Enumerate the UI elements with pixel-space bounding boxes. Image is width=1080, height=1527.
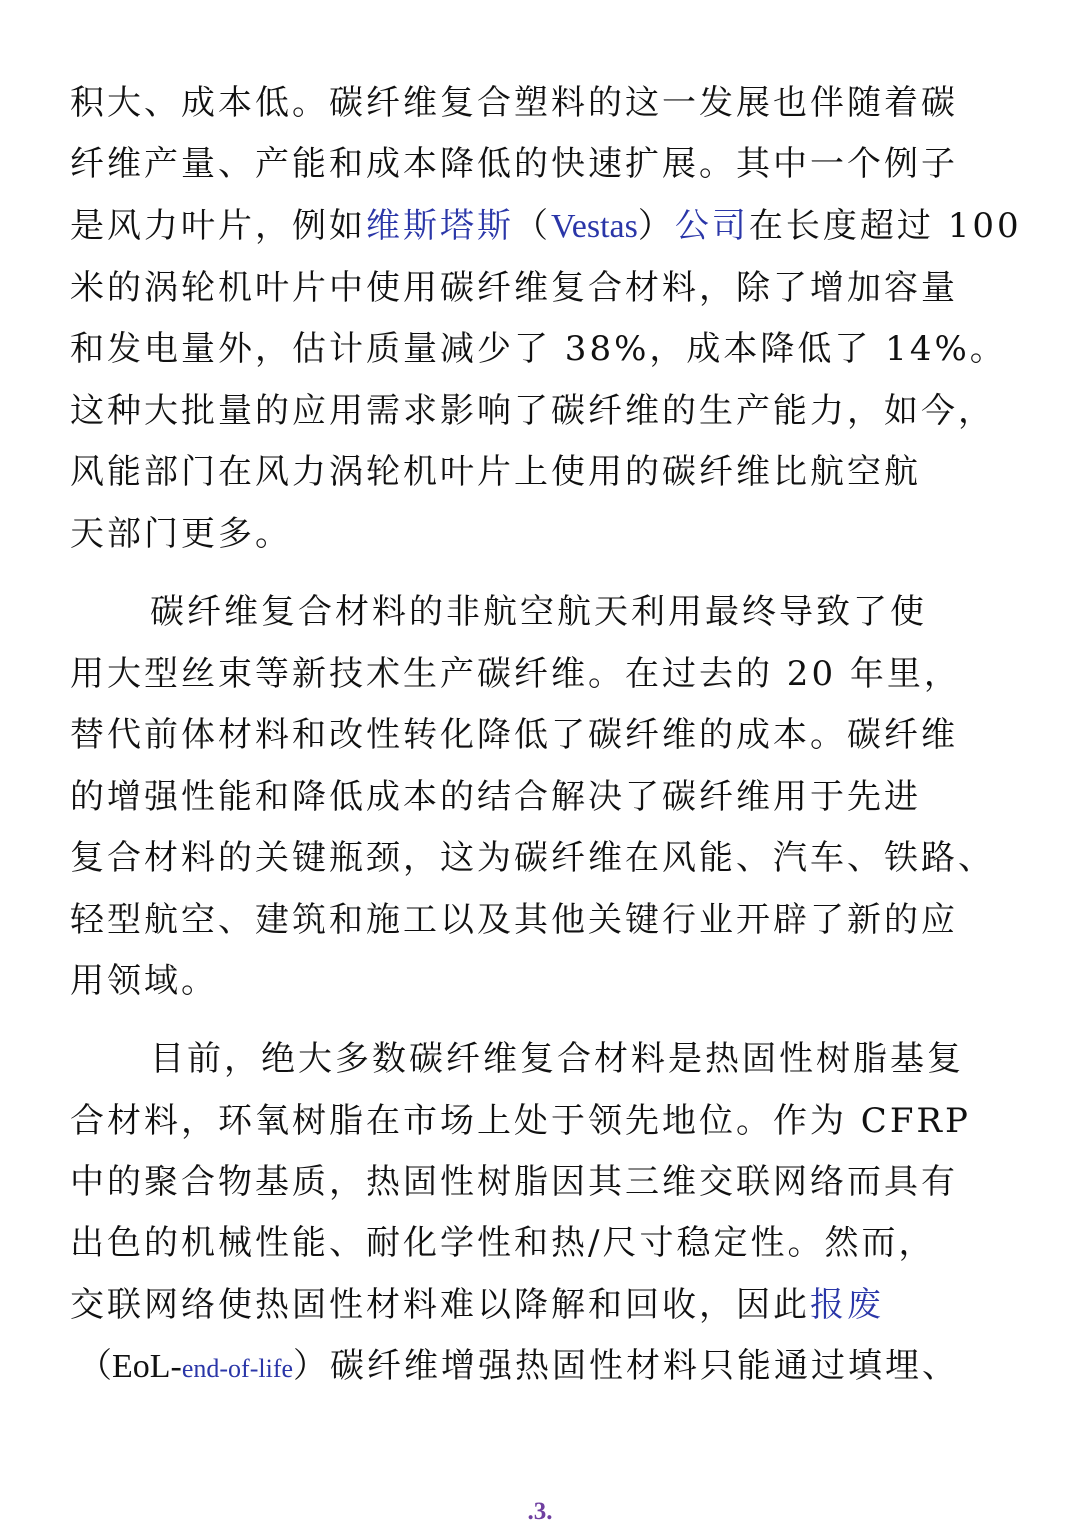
paragraph-1-line-5: 和发电量外，估计质量减少了 38%，成本降低了 14%。 (70, 329, 1007, 369)
paragraph-2-line-5: 复合材料的关键瓶颈，这为碳纤维在风能、汽车、铁路、 (70, 838, 995, 878)
vestas-latin-link[interactable]: Vestas (551, 208, 638, 245)
paragraph-3-line-6 (78, 1342, 959, 1390)
paragraph-1-line-1: 积大、成本低。碳纤维复合塑料的这一发展也伴随着碳 (70, 83, 958, 123)
paragraph-3-line-2: 合材料，环氧树脂在市场上处于领先地位。作为 CFRP (70, 1101, 971, 1141)
paragraph-1-line-8: 天部门更多。 (70, 514, 292, 554)
company-link[interactable]: 公司 (674, 206, 749, 246)
paragraph-2-line-6: 轻型航空、建筑和施工以及其他关键行业开辟了新的应 (70, 900, 958, 940)
open-parenthesis: （ (514, 206, 551, 246)
paragraph-1-line-7: 风能部门在风力涡轮机叶片上使用的碳纤维比航空航 (70, 452, 921, 492)
paragraph-2-line-3: 替代前体材料和改性转化降低了碳纤维的成本。碳纤维 (70, 715, 958, 755)
line-text-before-link: 是风力叶片，例如 (70, 206, 366, 246)
vestas-link[interactable]: 维斯塔斯 (366, 206, 514, 246)
line-text-before-link: 交联网络使热固性材料难以降解和回收，因此 (70, 1285, 810, 1325)
close-parenthesis: ） (637, 206, 675, 246)
paragraph-2-line-1: 碳纤维复合材料的非航空航天利用最终导致了使 (150, 592, 927, 632)
paragraph-3-line-3: 中的聚合物基质，热固性树脂因其三维交联网络而具有 (70, 1162, 958, 1202)
end-of-life-term: end-of-life (181, 1354, 294, 1383)
paragraph-2-line-4: 的增强性能和降低成本的结合解决了碳纤维用于先进 (70, 777, 921, 817)
paragraph-3-line-5 (70, 1281, 884, 1329)
line-text-after-link: 在长度超过 100 (748, 206, 1022, 246)
eol-prefix: （EoL- (78, 1348, 182, 1385)
paragraph-3-line-4: 出色的机械性能、耐化学性和热/尺寸稳定性。然而， (70, 1223, 936, 1263)
paragraph-1-line-2: 纤维产量、产能和成本降低的快速扩展。其中一个例子 (70, 144, 958, 184)
paragraph-2-line-2: 用大型丝束等新技术生产碳纤维。在过去的 20 年里， (70, 654, 961, 694)
paragraph-1-line-3 (70, 202, 1022, 250)
end-of-life-link[interactable]: 报废 (810, 1285, 884, 1325)
paragraph-1-line-4: 米的涡轮机叶片中使用碳纤维复合材料，除了增加容量 (70, 268, 958, 308)
line-text-after-term: ）碳纤维增强热固性材料只能通过填埋、 (293, 1346, 960, 1386)
page-number: .3. (527, 1498, 553, 1525)
paragraph-1-line-6: 这种大批量的应用需求影响了碳纤维的生产能力，如今， (70, 391, 995, 431)
paragraph-3-line-1: 目前，绝大多数碳纤维复合材料是热固性树脂基复 (150, 1039, 964, 1079)
paragraph-2-line-7: 用领域。 (70, 961, 218, 1001)
